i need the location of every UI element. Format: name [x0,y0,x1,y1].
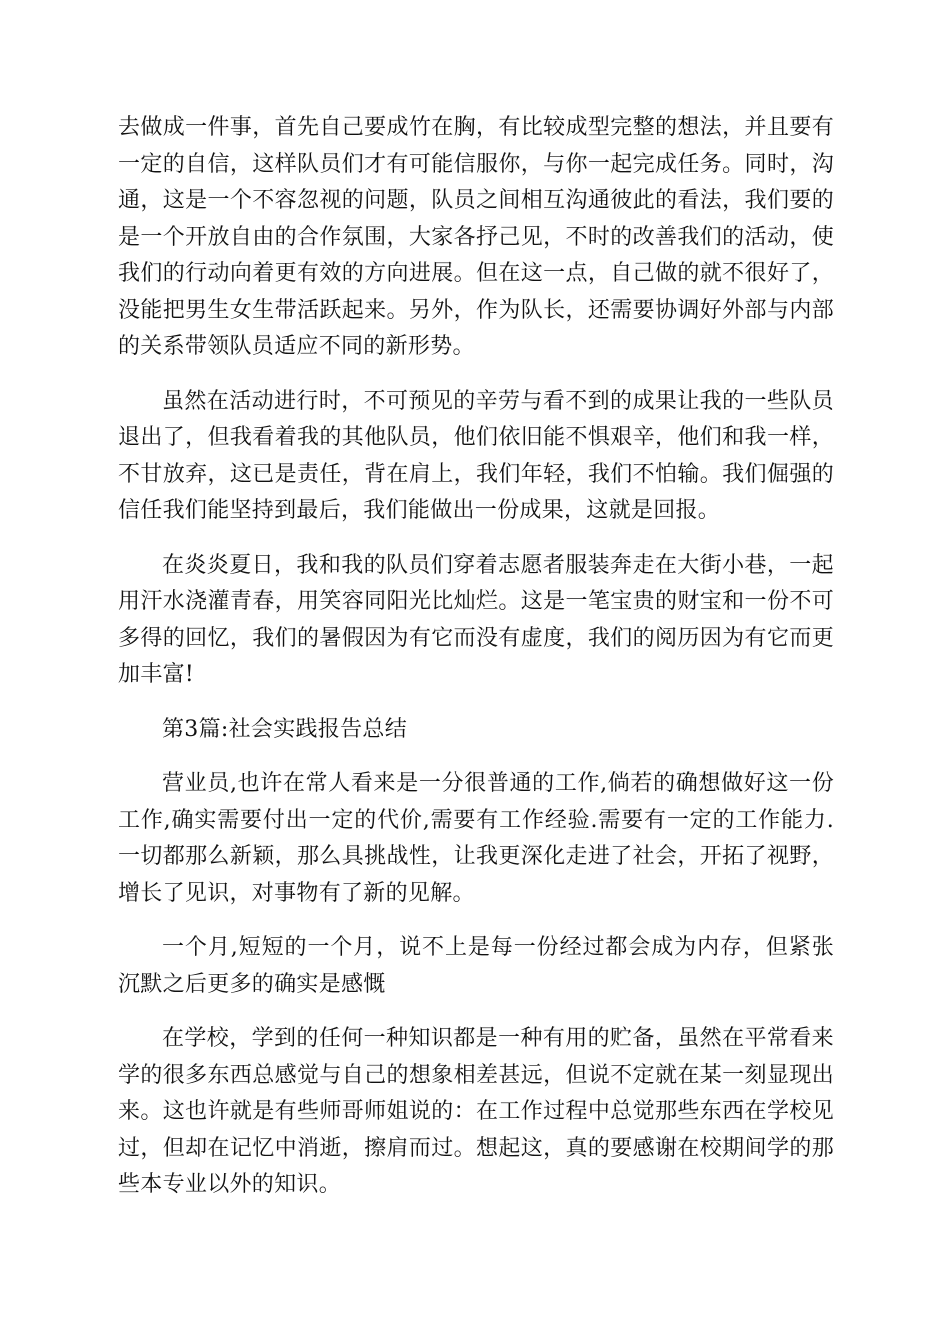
section-heading: 第3篇:社会实践报告总结 [162,716,408,742]
paragraph-salesperson: 营业员,也许在常人看来是一分很普通的工作,倘若的确想做好这一份工作,确实需要付出一定的代价,需要有工作经验.需要有一定的工作能力.一切都那么新颖，那么具挑战性，让我更深化走进了社会，开拓了视野，增长了见识，对事物有了新的见解。 [118,771,834,906]
paragraph-teamwork: 去做成一件事，首先自己要成竹在胸，有比较成型完整的想法，并且要有一定的自信，这样队员们才有可能信服你，与你一起完成任务。同时，沟通，这是一个不容忽视的问题，队员之间相互沟通彼此的看法，我们要的是一个开放自由的合作氛围，大家各抒己见，不时的改善我们的活动，使我们的行动向着更有效的方向进展。但在这一点，自己做的就不很好了，没能把男生女生带活跃起来。另外，作为队长，还需要协调好外部与内部的关系带领队员适应不同的新形势。 [118,115,834,359]
paragraph-one-month: 一个月,短短的一个月，说不上是每一份经过都会成为内存，但紧张沉默之后更多的确实是感慨 [118,935,834,997]
paragraph-school: 在学校，学到的任何一种知识都是一种有用的贮备，虽然在平常看来学的很多东西总感觉与自己的想象相差甚远，但说不定就在某一刻显现出来。这也许就是有些师哥师姐说的：在工作过程中总觉那些东西在学校见过，但却在记忆中消逝，擦肩而过。想起这，真的要感谢在校期间学的那些本专业以外的知识。 [118,1026,834,1197]
paragraph-perseverance: 虽然在活动进行时，不可预见的辛劳与看不到的成果让我的一些队员退出了，但我看着我的其他队员，他们依旧能不惧艰辛，他们和我一样，不甘放弃，这已是责任，背在肩上，我们年轻，我们不怕输。我们倔强的信任我们能坚持到最后，我们能做出一份成果，这就是回报。 [118,388,834,523]
document-body [118,110,834,1222]
paragraph-summer: 在炎炎夏日，我和我的队员们穿着志愿者服装奔走在大街小巷，一起用汗水浇灌青春，用笑容同阳光比灿烂。这是一笔宝贵的财宝和一份不可多得的回忆，我们的暑假因为有它而没有虚度，我们的阅历因为有它而更加丰富! [118,552,834,687]
